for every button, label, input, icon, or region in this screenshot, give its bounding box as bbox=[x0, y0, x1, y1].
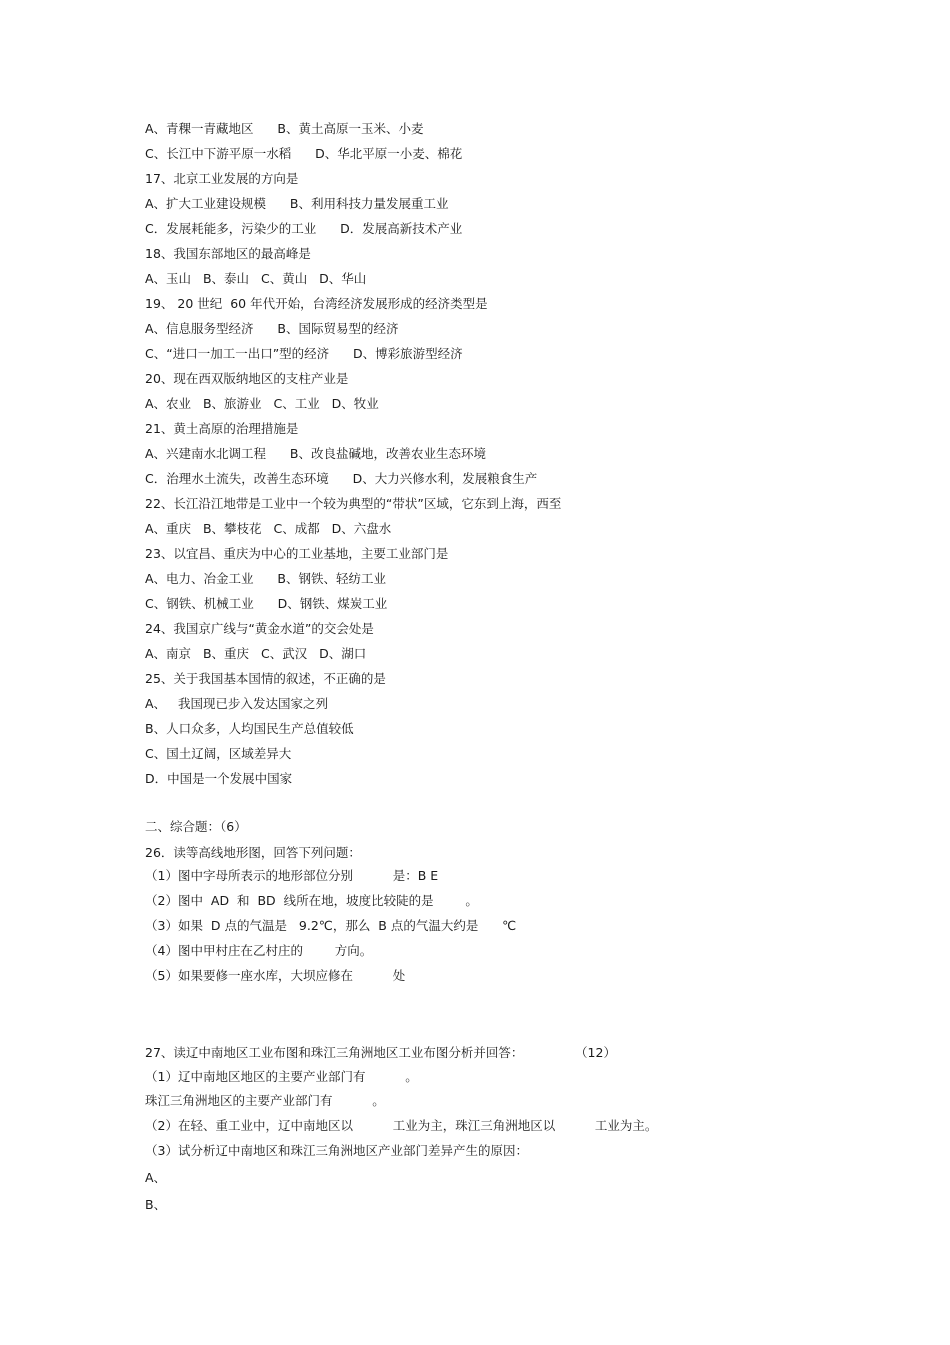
q25-stem: 25、关于我国基本国情的叙述，不正确的是 bbox=[145, 671, 386, 686]
q17-stem: 17、北京工业发展的方向是 bbox=[145, 171, 299, 186]
q20-options: A、农业 B、旅游业 C、工业 D、牧业 bbox=[145, 396, 379, 411]
q24-stem: 24、我国京广线与“黄金水道”的交会处是 bbox=[145, 621, 374, 636]
q22-options: A、重庆 B、攀枝花 C、成都 D、六盘水 bbox=[145, 521, 392, 536]
q19-stem: 19、 20 世纪 60 年代开始，台湾经济发展形成的经济类型是 bbox=[145, 296, 488, 311]
q27-part-1-cont: 珠江三角洲地区的主要产业部门有 。 bbox=[145, 1093, 385, 1108]
q19-options-cd: C、“进口一加工一出口”型的经济 D、博彩旅游型经济 bbox=[145, 346, 463, 361]
q16-options-cd: C、长江中下游平原一水稻 D、华北平原一小麦、棉花 bbox=[145, 146, 463, 161]
q27-part-2: （2）在轻、重工业中，辽中南地区以 工业为主，珠江三角洲地区以 工业为主。 bbox=[145, 1118, 658, 1133]
q27-part-1: （1）辽中南地区地区的主要产业部门有 。 bbox=[145, 1069, 418, 1084]
q18-stem: 18、我国东部地区的最高峰是 bbox=[145, 246, 311, 261]
section-heading: 二、综合题：（6） bbox=[145, 819, 247, 834]
q23-options-cd: C、钢铁、机械工业 D、钢铁、煤炭工业 bbox=[145, 596, 388, 611]
q26-part-1: （1）图中字母所表示的地形部位分别 是：B E bbox=[145, 868, 439, 883]
q27-part-3: （3）试分析辽中南地区和珠江三角洲地区产业部门差异产生的原因： bbox=[145, 1143, 528, 1158]
q23-stem: 23、以宜昌、重庆为中心的工业基地，主要工业部门是 bbox=[145, 546, 449, 561]
q21-options-cd: C．治理水土流失，改善生态环境 D、大力兴修水利，发展粮食生产 bbox=[145, 471, 538, 486]
q25-option-a: A、 我国现已步入发达国家之列 bbox=[145, 696, 328, 711]
q19-options-ab: A、信息服务型经济 B、国际贸易型的经济 bbox=[145, 321, 399, 336]
q16-options-ab: A、青稞一青藏地区 B、黄土高原一玉米、小麦 bbox=[145, 121, 424, 136]
q26-part-3: （3）如果 D 点的气温是 9.2℃，那么 B 点的气温大约是 ℃ bbox=[145, 918, 517, 933]
q26-stem: 26．读等高线地形图，回答下列问题： bbox=[145, 845, 361, 860]
q17-options-cd: C．发展耗能多，污染少的工业 D．发展高新技术产业 bbox=[145, 221, 463, 236]
q21-stem: 21、黄土高原的治理措施是 bbox=[145, 421, 299, 436]
q26-part-5: （5）如果要修一座水库，大坝应修在 处 bbox=[145, 968, 406, 983]
q25-option-b: B、人口众多，人均国民生产总值较低 bbox=[145, 721, 354, 736]
q24-options: A、南京 B、重庆 C、武汉 D、湖口 bbox=[145, 646, 367, 661]
q27-answer-a: A、 bbox=[145, 1170, 167, 1185]
q27-stem: 27、读辽中南地区工业布图和珠江三角洲地区工业布图分析并回答： （12） bbox=[145, 1045, 616, 1060]
q26-part-2: （2）图中 AD 和 BD 线所在地，坡度比较陡的是 。 bbox=[145, 893, 478, 908]
q25-option-c: C、国土辽阔，区域差异大 bbox=[145, 746, 292, 761]
q18-options: A、玉山 B、泰山 C、黄山 D、华山 bbox=[145, 271, 367, 286]
q26-part-4: （4）图中甲村庄在乙村庄的 方向。 bbox=[145, 943, 373, 958]
q25-option-d: D．中国是一个发展中国家 bbox=[145, 771, 293, 786]
q27-answer-b: B、 bbox=[145, 1197, 167, 1212]
q21-options-ab: A、兴建南水北调工程 B、改良盐碱地，改善农业生态环境 bbox=[145, 446, 486, 461]
q22-stem: 22、长江沿江地带是工业中一个较为典型的“带状”区域，它东到上海，西至 bbox=[145, 496, 562, 511]
q23-options-ab: A、电力、冶金工业 B、钢铁、轻纺工业 bbox=[145, 571, 386, 586]
q17-options-ab: A、扩大工业建设规模 B、利用科技力量发展重工业 bbox=[145, 196, 449, 211]
q20-stem: 20、现在西双版纳地区的支柱产业是 bbox=[145, 371, 349, 386]
